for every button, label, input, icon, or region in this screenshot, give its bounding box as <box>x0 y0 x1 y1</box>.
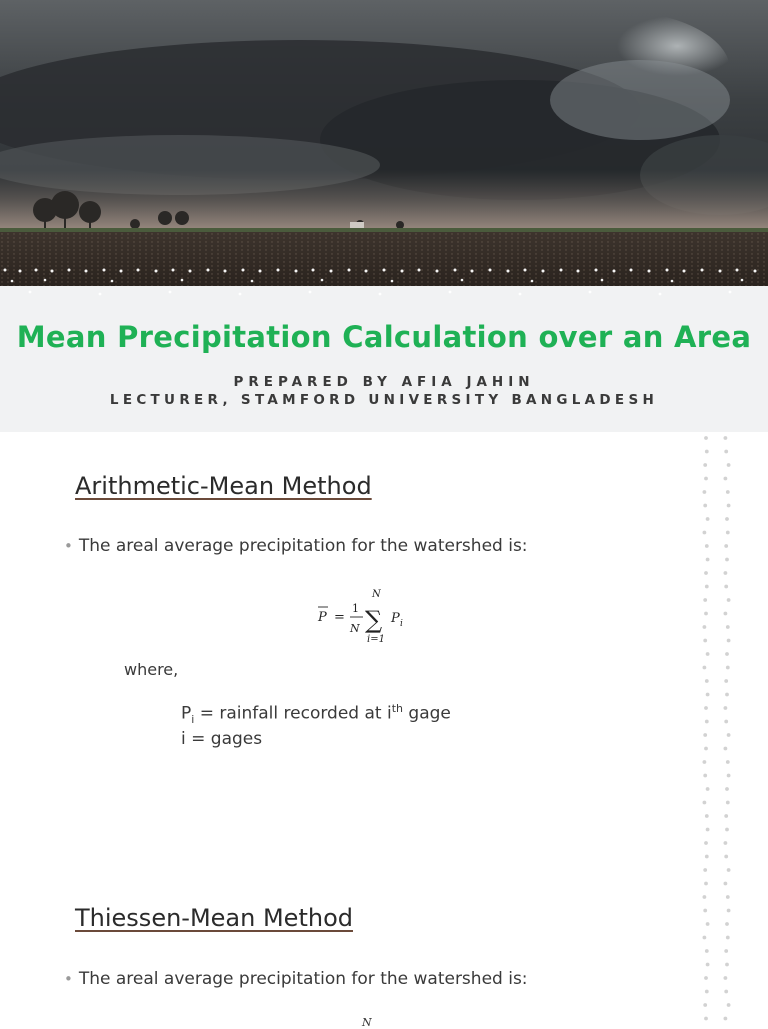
author-line: PREPARED BY AFIA JAHIN <box>233 374 535 390</box>
thiessen-formula-peek: N <box>362 1016 372 1029</box>
formula-lhs: P <box>318 610 327 625</box>
sum-icon: ∑ <box>365 606 383 634</box>
formula-numerator: 1 <box>352 602 359 615</box>
arithmetic-mean-formula <box>310 586 420 648</box>
formula-term: P <box>391 611 400 626</box>
page-title: Mean Precipitation Calculation over an Area <box>16 320 752 354</box>
title-band <box>0 286 768 432</box>
formula-denominator: N <box>350 622 360 635</box>
thiessen-mean-heading: Thiessen-Mean Method <box>75 904 353 932</box>
arithmetic-mean-heading: Arithmetic-Mean Method <box>75 472 372 500</box>
where-label: where, <box>124 660 179 679</box>
thiessen-bullet <box>64 969 528 989</box>
right-dotted-border <box>694 432 744 1024</box>
affiliation-line: LECTURER, STAMFORD UNIVERSITY BANGLADESH <box>109 392 659 408</box>
bullet-text: The areal average precipitation for the watershed is: <box>78 536 528 556</box>
definition-pi: $P_i$ = rainfall recorded at $i^{th}$ gage <box>181 702 451 727</box>
bullet-dot-icon: • <box>64 537 73 555</box>
formula-sum-lower: i=1 <box>367 634 385 645</box>
definition-i: i = gages <box>181 729 263 749</box>
formula-term-sub: i <box>400 619 403 629</box>
arithmetic-bullet <box>64 536 528 556</box>
decorative-dots <box>0 286 768 300</box>
bullet-text: The areal average precipitation for the watershed is: <box>78 969 528 989</box>
formula-equals: = <box>334 610 345 625</box>
bullet-dot-icon: • <box>64 970 73 988</box>
formula-sum-upper: N <box>372 589 381 600</box>
hero-storm-image <box>0 0 768 286</box>
